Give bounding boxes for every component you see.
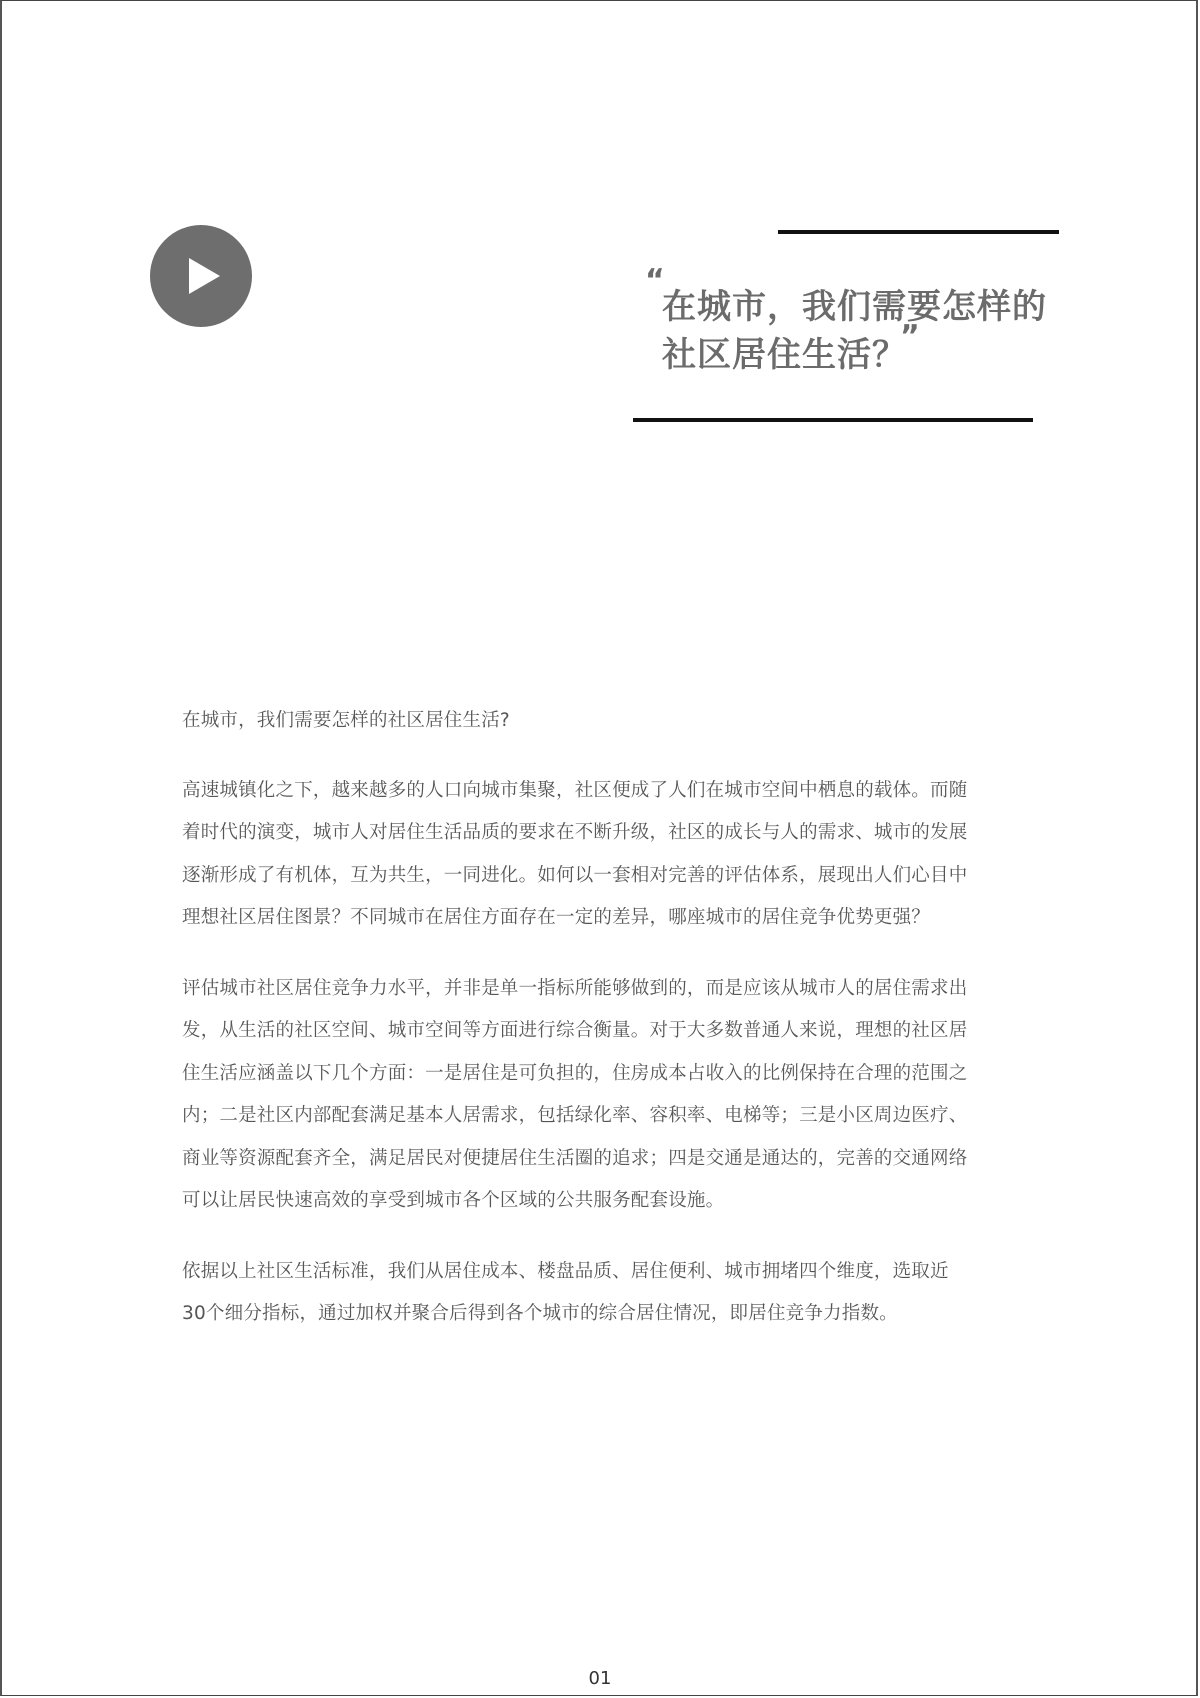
text-line: 着时代的演变，城市人对居住生活品质的要求在不断升级，社区的成长与人的需求、城市的发展 [182,822,968,843]
text-line: 评估城市社区居住竞争力水平，并非是单一指标所能够做到的，而是应该从城市人的居住需求出 [182,977,968,999]
paragraph-2 [182,968,1022,1223]
paragraph-1 [182,770,1022,940]
play-icon [150,225,252,327]
headline-rule-bottom [633,418,1033,422]
text-line: 商业等资源配套齐全，满足居民对便捷居住生活圈的追求；四是交通是通达的，完善的交通网络 [182,1147,968,1169]
play-button[interactable] [150,225,252,327]
headline-line: 在城市，我们需要怎样的 [662,287,1047,327]
text-line: 高速城镇化之下，越来越多的人口向城市集聚，社区便成了人们在城市空间中栖息的载体。而随 [182,779,968,801]
headline-rule-top [778,230,1059,234]
open-quote-mark: “ [645,263,665,298]
text-line: 理想社区居住图景？不同城市在居住方面存在一定的差异，哪座城市的居住竞争优势更强？ [182,907,931,928]
text-line: 内；二是社区内部配套满足基本人居需求，包括绿化率、容积率、电梯等；三是小区周边医疗、 [182,1105,968,1126]
text-line: 依据以上社区生活标准，我们从居住成本、楼盘品质、居住便利、城市拥堵四个维度，选取近 [182,1260,949,1282]
text-line: 住生活应涵盖以下几个方面：一是居住是可负担的，住房成本占收入的比例保持在合理的范围之 [182,1062,968,1084]
page-number: 01 [588,1668,612,1689]
text-line: 可以让居民快速高效的享受到城市各个区域的公共服务配套设施。 [182,1190,725,1211]
text-line: 发，从生活的社区空间、城市空间等方面进行综合衡量。对于大多数普通人来说，理想的社区居 [182,1020,968,1041]
headline-line: 社区居住生活？ [662,335,907,375]
paragraph-3 [182,1251,1022,1336]
close-quote-mark: ” [900,319,920,354]
text-line: 30个细分指标，通过加权并聚合后得到各个城市的综合居住情况，即居住竞争力指数。 [182,1303,898,1324]
intro-question: 在城市，我们需要怎样的社区居住生活? [182,710,510,731]
page-headline [662,283,1062,379]
text-line: 逐渐形成了有机体，互为共生，一同进化。如何以一套相对完善的评估体系，展现出人们心目中 [182,864,968,886]
body-text [182,700,1022,1364]
